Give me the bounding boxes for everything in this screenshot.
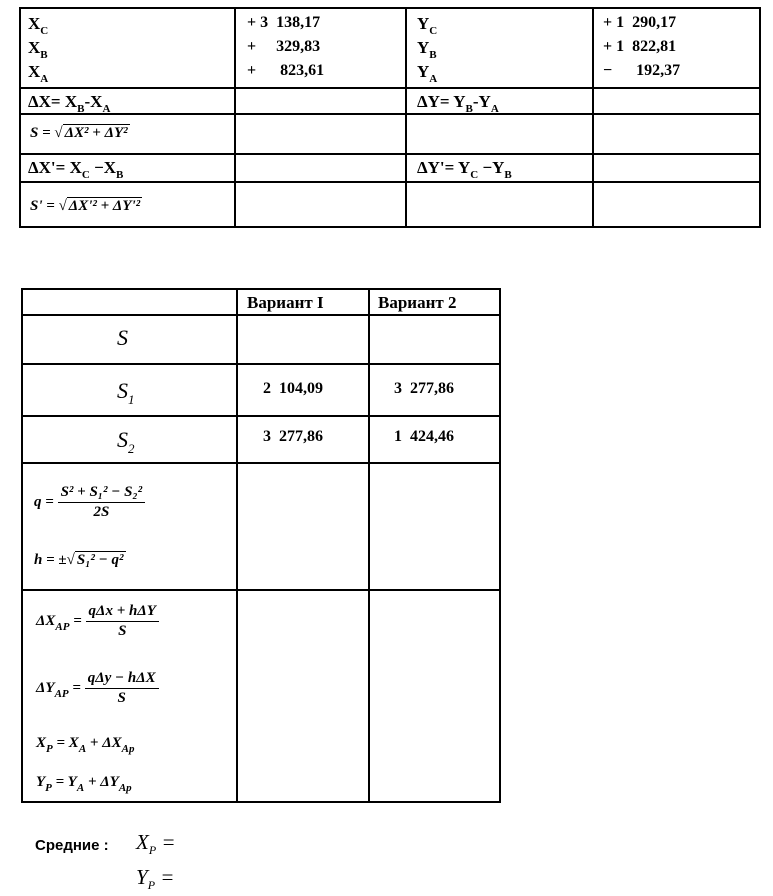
table1-col-rule: [405, 7, 407, 228]
table2-border-bottom: [21, 801, 501, 803]
s2-variant-2-value: 1 424,46: [394, 428, 454, 445]
yb-label: $Y_B$: [417, 38, 437, 61]
table2-rule: [21, 314, 501, 316]
averages-label: Средние :: [35, 837, 109, 854]
table2-col-rule: [236, 288, 238, 803]
table2-col-rule: [368, 288, 370, 803]
dy-formula: $\Delta Y= Y_B-Y_A$: [417, 92, 499, 115]
table1-border-top: [19, 7, 761, 9]
yc-label: $Y_C$: [417, 14, 438, 37]
dx-formula: $\Delta X= X_B-X_A$: [28, 92, 111, 115]
table1-border-left: [19, 7, 21, 228]
row-s1-label: $S_1$: [117, 378, 135, 407]
s1-variant-2-value: 3 277,86: [394, 380, 454, 397]
xb-label: $X_B$: [28, 38, 48, 61]
table2-rule: [21, 462, 501, 464]
dy-prime-formula: $\Delta Y'= Y_C -Y_B$: [417, 158, 512, 181]
s-formula: S = √ ΔX² + ΔY²: [30, 125, 128, 141]
s1-variant-1-value: 2 104,09: [263, 380, 323, 397]
table1-rule: [19, 87, 761, 89]
table2-rule: [21, 363, 501, 365]
yc-value: + 1 290,17: [603, 14, 677, 31]
ya-value: − 192,37: [603, 62, 681, 79]
xa-label: $X_A$: [28, 62, 49, 85]
h-formula: h = ±√ S₁² − q²: [34, 552, 124, 568]
s-prime-formula: S' = √ ΔX'² + ΔY'²: [30, 198, 141, 214]
table2-border-right: [499, 288, 501, 803]
table1-rule: [19, 181, 761, 183]
xc-label: $X_C$: [28, 14, 49, 37]
average-yp: $Y_P$ =: [136, 865, 175, 892]
average-xp: $X_P$ =: [136, 830, 176, 857]
table1-rule: [19, 153, 761, 155]
table2-rule: [21, 589, 501, 591]
header-variant-1: Вариант I: [247, 293, 324, 312]
q-formula: q = $\frac{\text{S² + S₁² − S₂²}}{2S}$: [34, 484, 145, 521]
row-s2-label: $S_2$: [117, 427, 135, 456]
table1-rule: [19, 113, 761, 115]
table2-rule: [21, 415, 501, 417]
xb-value: + 329,83: [247, 38, 321, 55]
table2-border-top: [21, 288, 501, 290]
dx-prime-formula: $\Delta X'= X_C -X_B$: [28, 158, 124, 181]
ya-label: $Y_A$: [417, 62, 438, 85]
table1-border-right: [759, 7, 761, 228]
yb-value: + 1 822,81: [603, 38, 677, 55]
table1-border-bottom: [19, 226, 761, 228]
table1-col-rule: [592, 7, 594, 228]
xc-value: + 3 138,17: [247, 14, 321, 31]
dxap-formula: $\Delta X_{AP}$ = $\frac{\text{qΔx + hΔY}}{S}$: [36, 603, 159, 640]
table2-border-left: [21, 288, 23, 803]
row-s-label: S: [117, 325, 128, 350]
xa-value: + 823,61: [247, 62, 325, 79]
yp-formula: $Y_P = Y_A + \Delta Y_{Ap}$: [36, 774, 132, 794]
s2-variant-1-value: 3 277,86: [263, 428, 323, 445]
dyap-formula: $\Delta Y_{AP}$ = $\frac{\text{qΔy − hΔX}}{S}$: [36, 670, 159, 707]
xp-formula: $X_P = X_A + \Delta X_{Ap}$: [36, 735, 135, 755]
table1-col-rule: [234, 7, 236, 228]
header-variant-2: Вариант 2: [378, 293, 457, 312]
